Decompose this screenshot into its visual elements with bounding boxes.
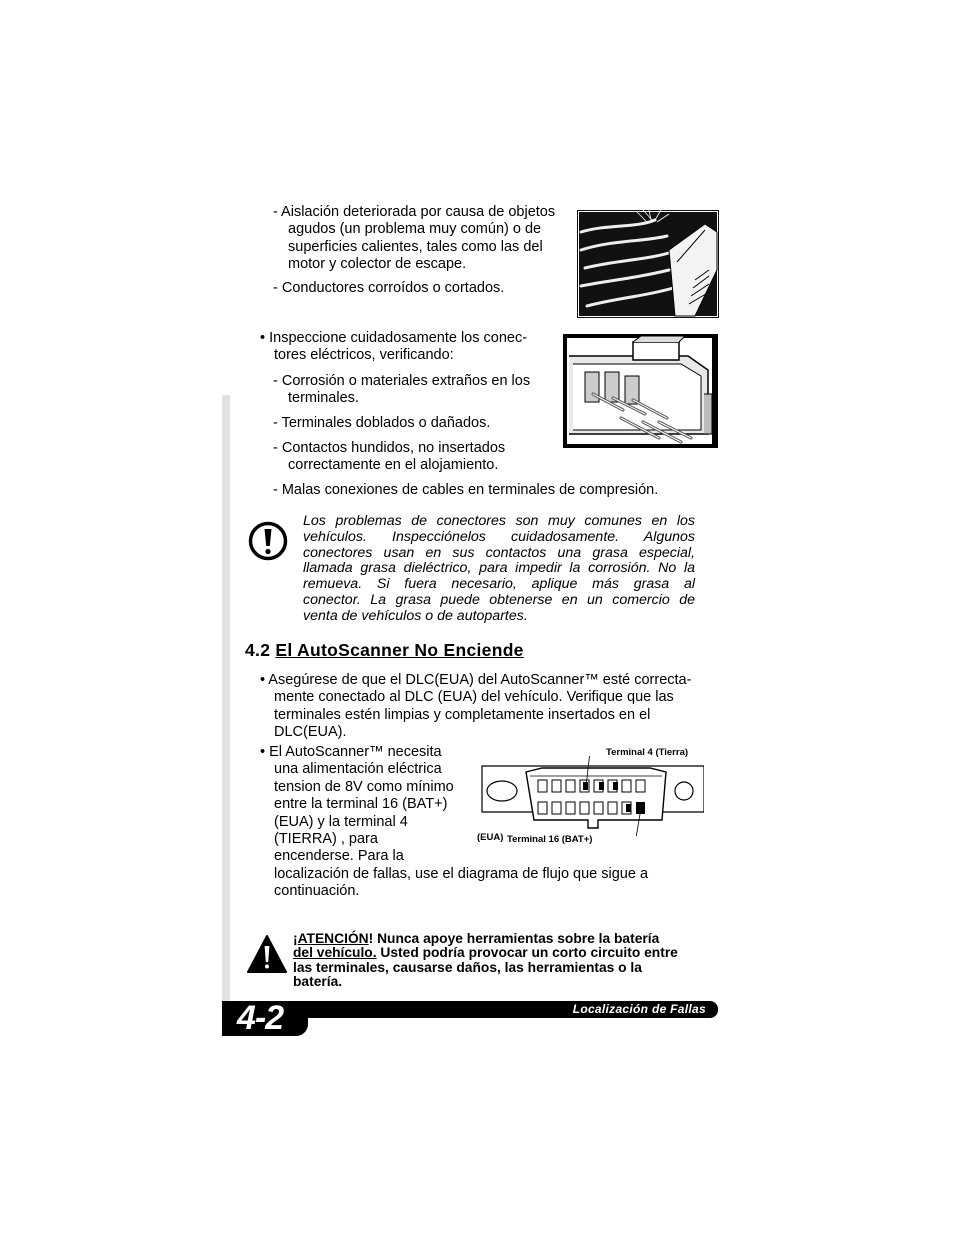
warning-line4: batería.	[293, 974, 343, 990]
warning-vehicle: del vehículo.	[293, 945, 377, 961]
connector-illustration	[563, 334, 718, 448]
terminal-16-label: Terminal 16 (BAT+)	[507, 834, 593, 845]
dash-item-sunken	[273, 440, 505, 475]
page-number-tab	[222, 1001, 308, 1036]
text-line: tension de 8V como mínimo	[274, 778, 454, 795]
text-line: encenderse. Para la	[274, 848, 404, 865]
warning-prefix: ¡	[293, 931, 298, 946]
note-line: vehículos. Inspecciónelos cuidadosamente. Algunos	[303, 528, 695, 545]
section-number: 4.2	[245, 640, 271, 660]
section-heading	[245, 640, 524, 661]
note-line: conectores usan en sus contactos una grasa especial,	[303, 544, 695, 561]
text-line: terminales estén limpias y completamente insertados en el	[274, 706, 651, 723]
dash-item-corroded: - Conductores corroídos o cortados.	[273, 280, 505, 296]
eua-label: (EUA)	[477, 832, 504, 843]
dash-item-corrosion	[273, 373, 530, 408]
dash-item-insulation	[273, 204, 555, 274]
text-line: entre la terminal 16 (BAT+)	[274, 796, 448, 813]
warning-attention: ATENCIÓN	[297, 931, 369, 946]
page-number: 4-2	[237, 999, 284, 1037]
warning-line3: las terminales, causarse daños, las herramientas o la	[293, 959, 642, 975]
text-line: (TIERRA) , para	[274, 831, 378, 848]
text-line: mente conectado al DLC (EUA) del vehículo. Verifique que las	[274, 689, 674, 706]
warning-line	[293, 946, 678, 960]
text-line: - Aislación deteriorada por causa de objetos	[273, 204, 556, 220]
text-line: DLC(EUA).	[274, 724, 347, 741]
bullet-inspect-connectors	[260, 330, 527, 365]
note-line: Los problemas de conectores son muy comunes en los	[303, 513, 695, 529]
warning-line	[293, 932, 678, 946]
text-line: • El AutoScanner™ necesita	[260, 744, 442, 760]
text-line: agudos (un problema muy común) o de	[288, 221, 542, 238]
dash-item-bent: - Terminales doblados o dañados.	[273, 415, 491, 431]
note-line: conector. La grasa puede obtenerse en un comercio de	[303, 591, 695, 608]
footer-chapter-label: Localización de Fallas	[572, 1002, 706, 1016]
text-line: motor y colector de escape.	[288, 256, 467, 273]
text-line: una alimentación eléctrica	[274, 761, 442, 778]
text-line: superficies calientes, tales como las del	[288, 238, 543, 255]
note-line: venta de vehículos o de autopartes.	[303, 607, 528, 624]
warning-line2: Usted podría provocar un corto circuito entre	[376, 945, 678, 961]
section-title: El AutoScanner No Enciende	[275, 640, 524, 660]
text-line: correctamente en el alojamiento.	[288, 457, 499, 474]
terminal-4-label: Terminal 4 (Tierra)	[606, 747, 689, 758]
text-line: tores eléctricos, verificando:	[274, 347, 454, 364]
warning-triangle-icon	[246, 934, 288, 974]
text-line: terminales.	[288, 390, 359, 407]
text-line: • Asegúrese de que el DLC(EUA) del AutoScanner™ esté correcta-	[260, 672, 692, 688]
left-margin-bar	[222, 395, 230, 1007]
bullet-check-dlc	[260, 672, 691, 742]
warning-text	[293, 932, 678, 990]
note-line: llamada grasa dieléctrico, para impedir la corrosión. No la	[303, 560, 695, 577]
text-line: continuación.	[274, 883, 360, 900]
dlc-connector-diagram	[478, 756, 704, 836]
text-line: • Inspeccione cuidadosamente los conec-	[260, 330, 528, 346]
caution-icon	[248, 521, 288, 561]
text-line: localización de fallas, use el diagrama de flujo que sigue a	[274, 865, 649, 882]
note-line: remueva. Si fuera necesario, aplique más grasa al	[303, 576, 695, 593]
dash-item-bad-connections: - Malas conexiones de cables en terminales de compresión.	[273, 482, 659, 498]
text-line: - Corrosión o materiales extraños en los	[273, 373, 531, 389]
warning-line1: ! Nunca apoye herramientas sobre la batería	[368, 931, 660, 946]
text-line: (EUA) y la terminal 4	[274, 813, 408, 830]
caution-note	[303, 514, 695, 625]
wires-illustration	[577, 210, 719, 318]
text-line: - Contactos hundidos, no insertados	[273, 440, 506, 456]
